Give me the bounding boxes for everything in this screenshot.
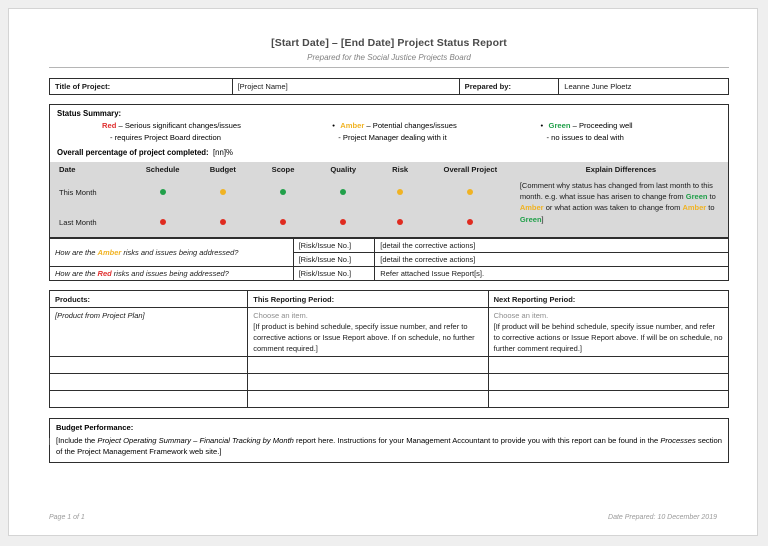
products-table (49, 290, 729, 408)
row-label-last-month: Last Month (50, 207, 132, 237)
risk-issue-no-3[interactable]: [Risk/Issue No.] (293, 267, 375, 281)
table-row (50, 391, 729, 408)
budget-heading: Budget Performance: (56, 423, 134, 432)
status-dot-red (340, 219, 346, 225)
legend-item-amber (332, 120, 540, 143)
table-row (50, 239, 729, 253)
product-name-cell-empty[interactable] (50, 391, 248, 408)
status-dot-amber (467, 189, 473, 195)
rag-status-table (50, 162, 728, 237)
explain-text-3: or what action was taken to change from (543, 203, 683, 213)
status-cell-quality-this[interactable] (313, 177, 373, 207)
project-name-value[interactable]: [Project Name] (232, 79, 459, 95)
project-title-table (49, 78, 729, 95)
status-dot-red (220, 219, 226, 225)
page-footer (49, 514, 717, 521)
product-name-cell-empty[interactable] (50, 374, 248, 391)
document-page (8, 8, 758, 536)
col-risk: Risk (373, 162, 427, 177)
footer-date-prepared: Date Prepared: 10 December 2019 (608, 514, 717, 521)
status-dot-amber (397, 189, 403, 195)
page-subtitle: Prepared for the Social Justice Projects Board (307, 53, 471, 62)
status-dot-green (160, 189, 166, 195)
products-col-header: Products: (50, 291, 248, 308)
status-dot-red (160, 219, 166, 225)
this-period-text: [If product is behind schedule, specify issue number, and refer to corrective actions or Issue Report above. If on schedule, no further comment required.] (253, 322, 475, 353)
budget-performance-box[interactable] (49, 418, 729, 463)
risk-questions-table (49, 238, 729, 281)
percent-complete-line (50, 143, 728, 162)
percent-complete-label: Overall percentage of project completed: (57, 148, 209, 157)
risk-detail-2[interactable]: [detail the corrective actions] (375, 253, 729, 267)
next-period-cell-empty[interactable] (488, 391, 728, 408)
next-period-cell-empty[interactable] (488, 357, 728, 374)
risk-issue-no-1[interactable]: [Risk/Issue No.] (293, 239, 375, 253)
bullet-icon: • (332, 121, 335, 130)
status-cell-scope-last[interactable] (253, 207, 313, 237)
status-summary-box (49, 104, 729, 238)
this-period-choose-item[interactable]: Choose an item. (253, 311, 308, 320)
table-header-row (50, 162, 728, 177)
legend-item-green (541, 120, 722, 143)
bullet-icon: • (540, 121, 544, 130)
col-scope: Scope (253, 162, 313, 177)
legend-key-red: Red (102, 121, 117, 130)
status-dot-red (280, 219, 286, 225)
status-cell-risk-this[interactable] (373, 177, 427, 207)
status-dot-green (340, 189, 346, 195)
amber-q-post: risks and issues being addressed? (121, 248, 239, 257)
red-q-post: risks and issues being addressed? (111, 269, 229, 278)
status-cell-overall-this[interactable] (427, 177, 514, 207)
explain-text-2: to (707, 192, 716, 202)
status-cell-risk-last[interactable] (373, 207, 427, 237)
explain-text-1: [Comment why status has changed from last month to this month. e.g. what issue has arisen to change from (519, 181, 713, 202)
next-period-text: [If product will be behind schedule, specify issue number, and refer to corrective actions or Issue Report above. If will be on schedule, no further comment required.] (493, 322, 723, 353)
explain-amber-1: Amber (519, 203, 544, 213)
page-content (49, 9, 729, 535)
risk-issue-no-2[interactable]: [Risk/Issue No.] (293, 253, 375, 267)
percent-complete-value[interactable]: [nn]% (213, 148, 233, 157)
status-cell-budget-last[interactable] (193, 207, 253, 237)
legend-desc-amber: – Potential changes/issues (366, 121, 457, 130)
legend-desc-red: – Serious significant changes/issues (118, 121, 241, 130)
budget-italic-1: Project Operating Summary – Financial Tracking by Month (97, 435, 294, 445)
status-dot-amber (220, 189, 226, 195)
status-cell-scope-this[interactable] (253, 177, 313, 207)
col-date: Date (50, 162, 132, 177)
table-row (50, 79, 729, 95)
status-cell-schedule-this[interactable] (132, 177, 192, 207)
amber-risk-question (50, 239, 294, 267)
explain-green-1: Green (685, 192, 708, 202)
legend-note-amber: - Project Manager dealing with it (338, 132, 447, 142)
col-budget: Budget (193, 162, 253, 177)
legend-note-red: - requires Project Board direction (110, 132, 222, 142)
risk-detail-1[interactable]: [detail the corrective actions] (375, 239, 729, 253)
budget-italic-2: Processes (660, 435, 696, 445)
product-name-cell[interactable]: [Product from Project Plan] (50, 308, 248, 357)
explain-text-5: ] (541, 214, 544, 224)
legend-key-green: Green (548, 121, 571, 130)
this-period-cell-empty[interactable] (248, 391, 488, 408)
budget-text-2: report here. Instructions for your Management Accountant to provide you with this report can be found in the (293, 435, 661, 445)
product-name-cell-empty[interactable] (50, 357, 248, 374)
status-dot-red (467, 219, 473, 225)
table-row (50, 267, 729, 281)
legend-key-amber: Amber (340, 121, 365, 130)
this-period-cell-empty[interactable] (248, 374, 488, 391)
header-divider (49, 67, 729, 68)
budget-text-3: section of the Project Management Framework web site.] (56, 435, 722, 456)
status-cell-schedule-last[interactable] (132, 207, 192, 237)
table-row (50, 357, 729, 374)
text-cursor (49, 438, 50, 445)
risk-detail-3[interactable]: Refer attached Issue Report[s]. (375, 267, 729, 281)
title-of-project-label: Title of Project: (50, 79, 233, 95)
status-legend (50, 120, 728, 143)
next-period-cell[interactable] (488, 308, 728, 357)
prepared-by-label: Prepared by: (459, 79, 559, 95)
legend-note-green: - no issues to deal with (546, 132, 624, 142)
next-period-choose-item[interactable]: Choose an item. (493, 311, 549, 320)
page-title: [Start Date] – [End Date] Project Status Report (271, 37, 507, 49)
amber-q-key: Amber (97, 248, 122, 257)
explain-amber-2: Amber (682, 203, 707, 213)
red-q-pre: How are the (55, 269, 98, 278)
table-header-row (50, 291, 729, 308)
prepared-by-value[interactable]: Leanne June Ploetz (559, 79, 729, 95)
legend-desc-green: – Proceeding well (572, 121, 633, 130)
this-period-cell[interactable] (248, 308, 488, 357)
this-period-cell-empty[interactable] (248, 357, 488, 374)
this-period-col-header: This Reporting Period: (248, 291, 488, 308)
col-overall-project: Overall Project (427, 162, 514, 177)
row-label-this-month: This Month (50, 177, 132, 207)
table-row (50, 374, 729, 391)
table-row-this-month (50, 177, 728, 207)
budget-text-1: [Include the (56, 435, 98, 445)
explain-text-4: to (706, 203, 715, 213)
status-dot-green (280, 189, 286, 195)
explain-green-2: Green (519, 214, 542, 224)
next-period-col-header: Next Reporting Period: (488, 291, 728, 308)
status-cell-quality-last[interactable] (313, 207, 373, 237)
status-summary-heading: Status Summary: (57, 109, 122, 118)
status-cell-budget-this[interactable] (193, 177, 253, 207)
red-q-key: Red (97, 269, 112, 278)
col-schedule: Schedule (132, 162, 192, 177)
legend-item-red (50, 120, 332, 143)
footer-page-number: Page 1 of 1 (49, 514, 85, 521)
next-period-cell-empty[interactable] (488, 374, 728, 391)
red-risk-question (50, 267, 294, 281)
status-dot-red (397, 219, 403, 225)
col-explain-differences: Explain Differences (514, 162, 728, 177)
table-row (50, 308, 729, 357)
amber-q-pre: How are the (55, 248, 98, 257)
col-quality: Quality (313, 162, 373, 177)
status-cell-overall-last[interactable] (427, 207, 514, 237)
explain-differences-cell[interactable] (514, 177, 728, 237)
